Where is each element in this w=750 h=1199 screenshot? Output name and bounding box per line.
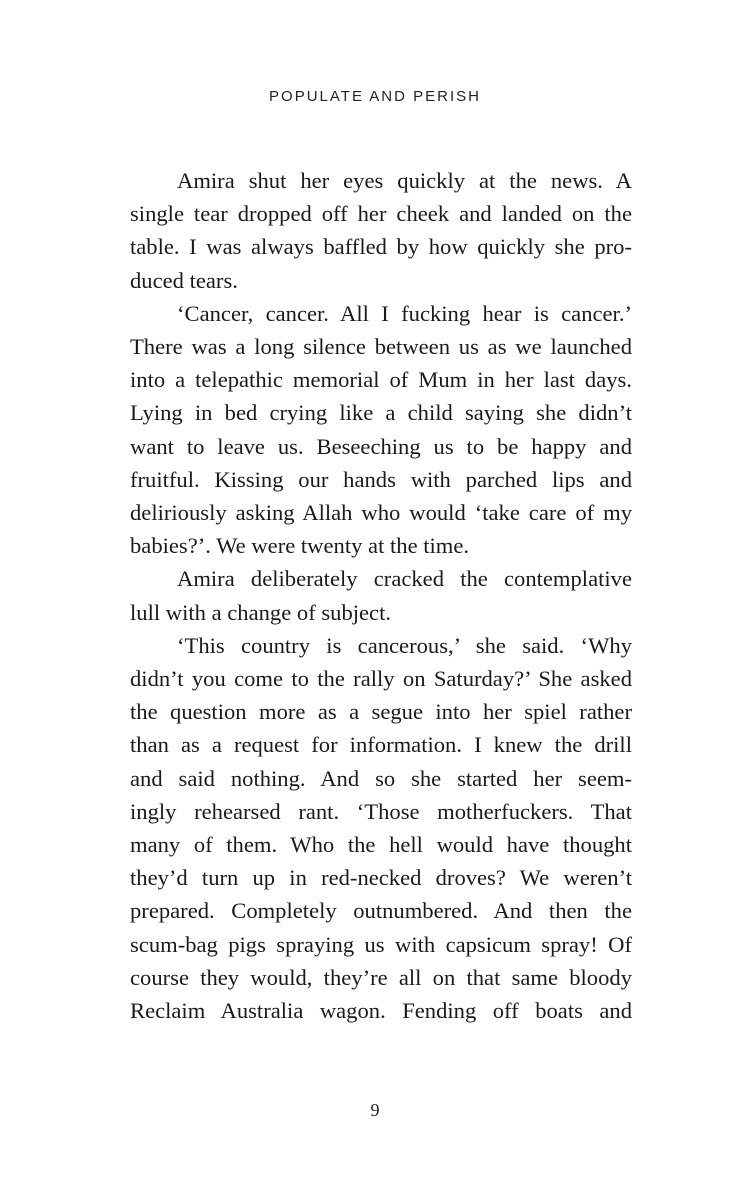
- text-line: There was a long silence between us as we launched: [130, 334, 632, 360]
- text-line: scum-bag pigs spraying us with capsicum spray! Of: [130, 931, 632, 957]
- text-line: table. I was always baffled by how quickly she pro-: [130, 234, 632, 260]
- text-line: want to leave us. Beseeching us to be happy and: [130, 433, 632, 459]
- text-line: Lying in bed crying like a child saying she didn’t: [130, 400, 632, 426]
- running-head: POPULATE AND PERISH: [269, 88, 481, 105]
- text-line: many of them. Who the hell would have thought: [130, 832, 632, 858]
- text-line: prepared. Completely outnumbered. And then the: [130, 898, 632, 924]
- paragraph-1: [130, 164, 632, 297]
- page-number: 9: [370, 1100, 380, 1120]
- text-line: ‘Cancer, cancer. All I fucking hear is cancer.’: [177, 300, 632, 326]
- text-line: Reclaim Australia wagon. Fending off boats and: [130, 998, 632, 1024]
- text-line: babies?’. We were twenty at the time.: [130, 533, 470, 559]
- paragraph-4: [130, 629, 632, 1027]
- text-line: didn’t you come to the rally on Saturday?’ She asked: [130, 666, 632, 692]
- text-line: Amira shut her eyes quickly at the news. A: [177, 168, 632, 193]
- text-line: deliriously asking Allah who would ‘take care of my: [130, 500, 632, 526]
- text-line: duced tears.: [130, 267, 238, 293]
- text-line: Amira deliberately cracked the contemplative: [177, 566, 632, 592]
- text-line: fruitful. Kissing our hands with parched lips and: [130, 466, 632, 492]
- text-line: into a telepathic memorial of Mum in her last days.: [130, 367, 632, 393]
- text-line: than as a request for information. I knew the drill: [130, 732, 632, 758]
- text-line: ingly rehearsed rant. ‘Those motherfuckers. That: [130, 798, 632, 824]
- text-line: single tear dropped off her cheek and landed on the: [130, 201, 632, 227]
- text-line: ‘This country is cancerous,’ she said. ‘Why: [177, 632, 632, 658]
- text-line: lull with a change of subject.: [130, 599, 392, 625]
- paragraph-2: [130, 297, 632, 563]
- text-line: the question more as a segue into her spiel rather: [130, 699, 632, 725]
- paragraph-3: [130, 562, 632, 628]
- text-line: they’d turn up in red-necked droves? We weren’t: [130, 865, 632, 891]
- text-line: course they would, they’re all on that same bloody: [130, 964, 632, 990]
- text-line: and said nothing. And so she started her seem-: [130, 765, 632, 791]
- body-text: [130, 164, 632, 1027]
